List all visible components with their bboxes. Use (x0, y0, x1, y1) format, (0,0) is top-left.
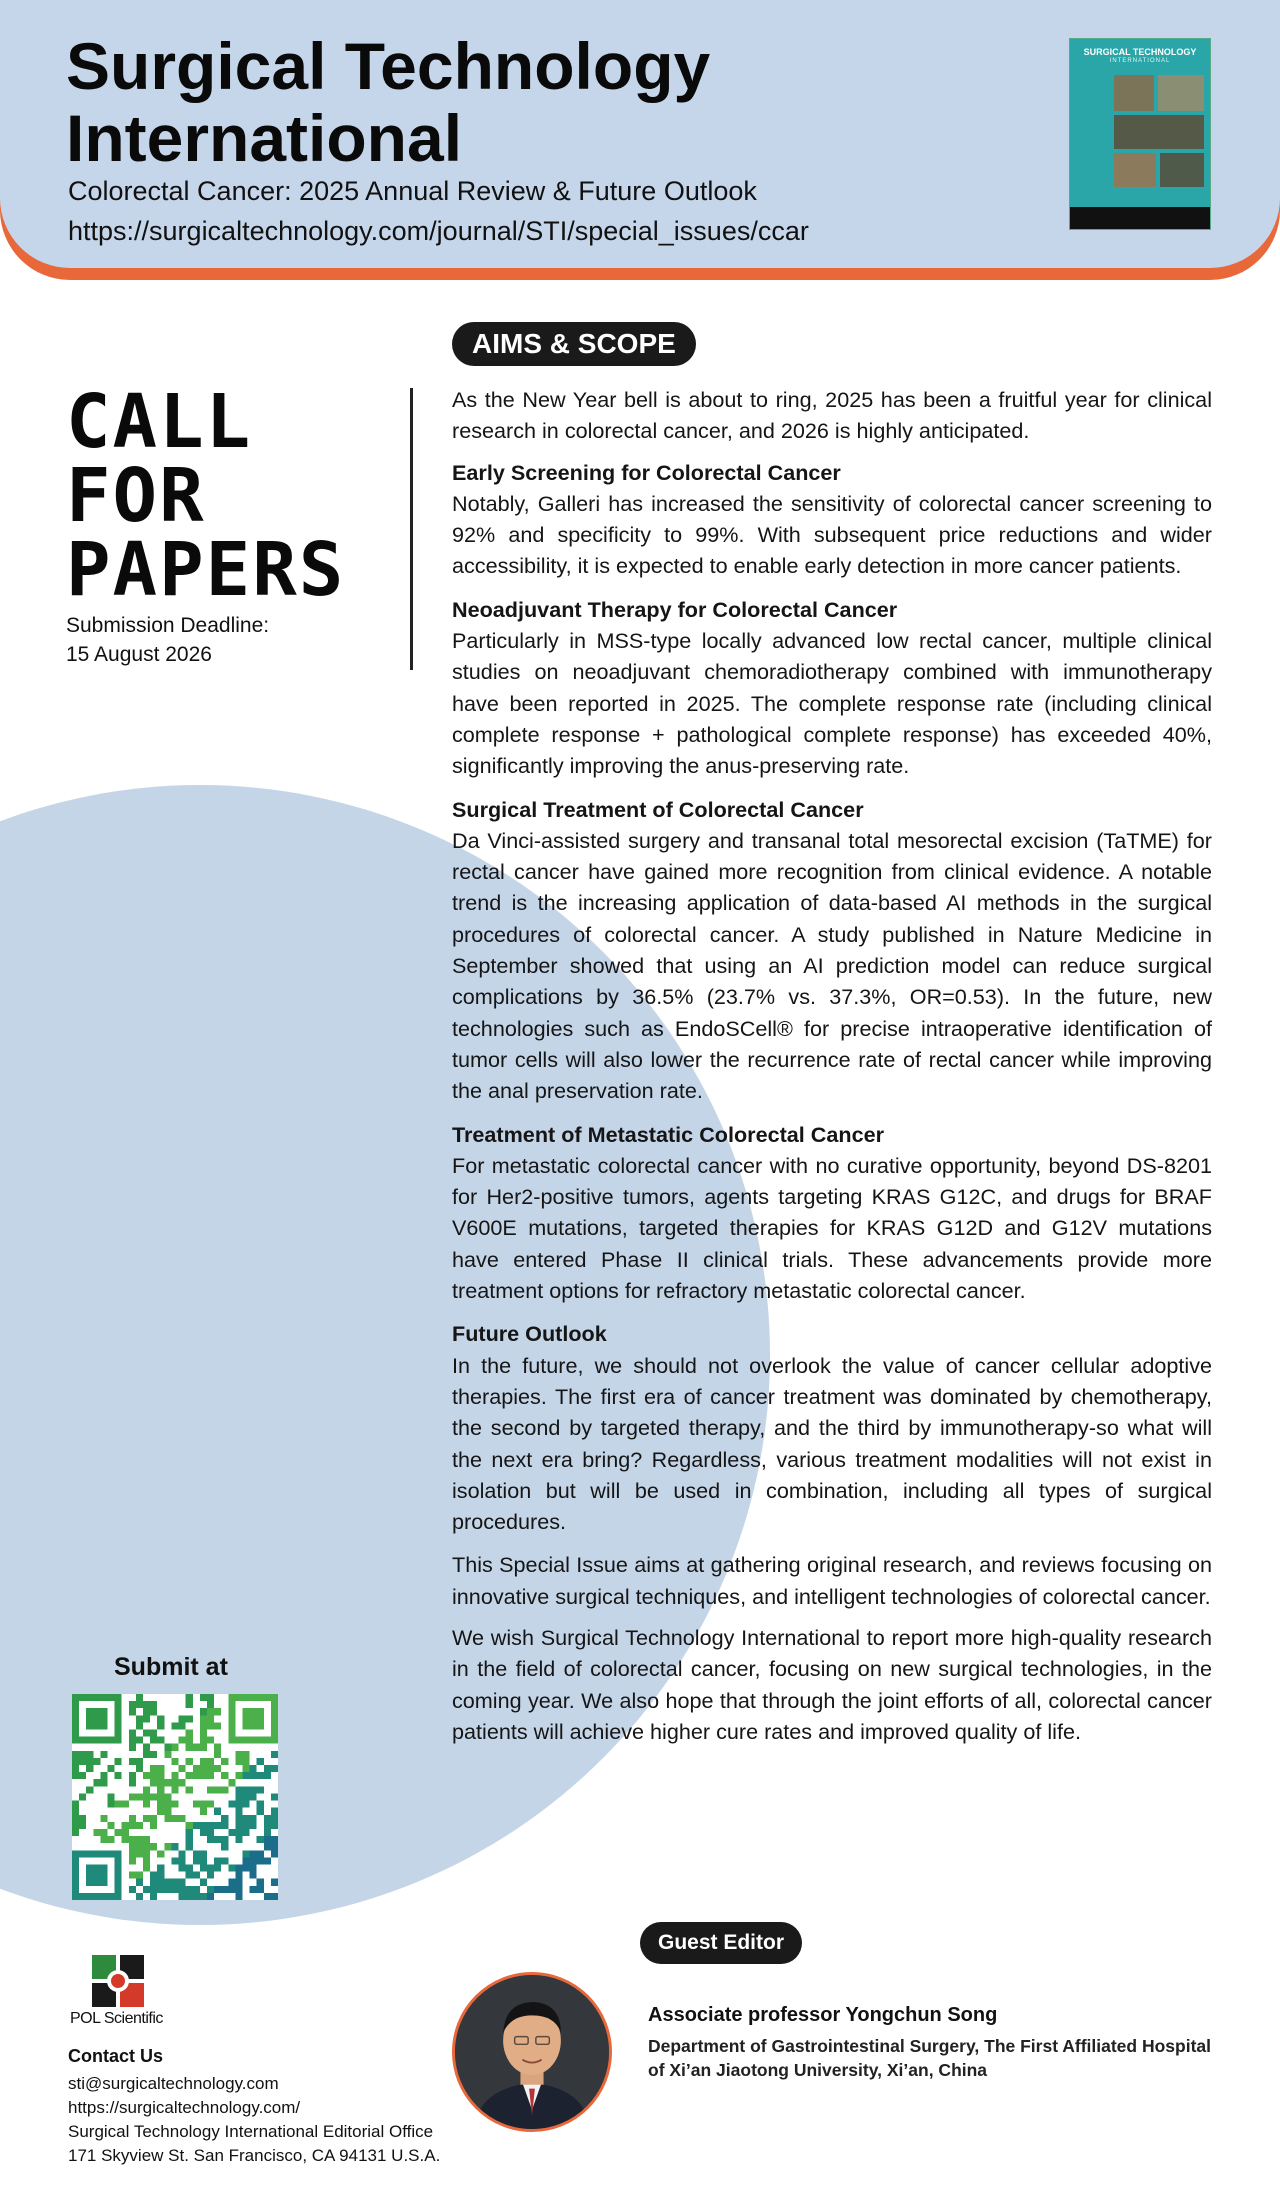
guest-editor-label: Guest Editor (640, 1922, 802, 1964)
section-future-outlook (452, 1318, 1212, 1537)
section-body: Da Vinci-assisted surgery and transanal total mesorectal excision (TaTME) for rectal cancer have gained more recognition from clinical evidence. A notable trend is the increasing application of data-based AI methods in the surgical procedures of colorectal cancer. A study published in Nature Medicine in September showed that using an AI prediction model can reduce surgical complications by 36.5% (23.7% vs. 37.3%, OR=0.53). In the future, new technologies such as EndoSCell® for precise intraoperative identification of tumor cells will also lower the recurrence rate of rectal cancer while improving the anal preservation rate. (452, 827, 1212, 1104)
journal-cover-image (1069, 38, 1211, 230)
guest-editor-photo (452, 1972, 612, 2132)
section-heading: Future Outlook (452, 1321, 607, 1347)
section-heading: Early Screening for Colorectal Cancer (452, 459, 841, 485)
special-issue-url[interactable]: https://surgicaltechnology.com/journal/STI/special_issues/ccar (68, 216, 809, 246)
contact-address: 171 Skyview St. San Francisco, CA 94131 U.S.A. (68, 2146, 441, 2165)
contact-email[interactable]: sti@surgicaltechnology.com (68, 2074, 279, 2093)
guest-editor-name: Associate professor Yongchun Song (648, 2004, 998, 2026)
submission-qr-code[interactable] (72, 1694, 278, 1900)
closing-paragraph-2: We wish Surgical Technology International to report more high-quality research in the field of colorectal cancer, focusing on new surgical technologies, in the coming year. We also hope that through the joint efforts of all, colorectal cancer patients will achieve higher cure rates and improved quality of life. (452, 1624, 1212, 1744)
deadline-date: 15 August 2026 (66, 643, 212, 666)
cfp-line-2: FOR (66, 453, 206, 539)
call-for-papers-heading (66, 379, 346, 613)
section-neoadjuvant-therapy (452, 594, 1212, 782)
journal-title-line2: International (66, 101, 463, 175)
cover-footer (1070, 207, 1210, 229)
aims-scope-content (452, 384, 1212, 1757)
section-heading: Surgical Treatment of Colorectal Cancer (452, 796, 864, 822)
section-heading: Neoadjuvant Therapy for Colorectal Cancer (452, 596, 898, 622)
aims-intro: As the New Year bell is about to ring, 2025 has been a fruitful year for clinical research in colorectal cancer, and 2026 is highly anticipated. (452, 387, 1212, 444)
cfp-line-1: CALL (66, 379, 253, 465)
journal-title (66, 30, 710, 174)
editor-portrait-icon (455, 1975, 609, 2129)
section-metastatic-treatment (452, 1119, 1212, 1307)
section-body: Notably, Galleri has increased the sensitivity of colorectal cancer screening to 92% and specificity to 99%. With subsequent price reductions and wider accessibility, it is expected to enable early detection in more cancer patients. (452, 490, 1212, 579)
cover-photo (1160, 153, 1204, 187)
pol-scientific-logo (92, 1955, 144, 2007)
closing-paragraph-1: This Special Issue aims at gathering original research, and reviews focusing on innovative surgical techniques, and intelligent technologies of colorectal cancer. (452, 1552, 1212, 1609)
section-body: For metastatic colorectal cancer with no curative opportunity, beyond DS-8201 for Her2-positive tumors, agents targeting KRAS G12C, and drugs for BRAF V600E mutations, targeted therapies for KRAS G12D and G12V mutations have entered Phase II clinical trials. These advancements provide more treatment options for refractory metastatic colorectal cancer. (452, 1152, 1212, 1304)
cover-photo (1114, 115, 1204, 149)
section-surgical-treatment (452, 794, 1212, 1107)
contact-title: Contact Us (68, 2046, 164, 2066)
cover-title: SURGICAL TECHNOLOGY (1083, 47, 1197, 57)
cover-subtitle: INTERNATIONAL (1109, 58, 1171, 64)
qr-code-icon (72, 1694, 278, 1900)
section-heading: Treatment of Metastatic Colorectal Cancer (452, 1121, 885, 1147)
deadline-label: Submission Deadline: (66, 614, 270, 637)
cfp-line-3: PAPERS (66, 527, 346, 613)
section-body: Particularly in MSS-type locally advanced low rectal cancer, multiple clinical studies on neoadjuvant chemoradiotherapy combined with immunotherapy have been reported in 2025. The complete response rate (including clinical complete response + pathological complete response) has exceeded 40%, significantly improving the anus-preserving rate. (452, 628, 1212, 779)
submit-at-label: Submit at (114, 1653, 228, 1681)
guest-editor-affiliation: Department of Gastrointestinal Surgery, The First Affiliated Hospital of Xi’an Jiaotong University, Xi’an, China (648, 2036, 1211, 2080)
special-issue-title: Colorectal Cancer: 2025 Annual Review & Future Outlook (68, 176, 757, 206)
journal-title-line1: Surgical Technology (66, 29, 711, 103)
header-banner (0, 0, 1280, 268)
publisher-logo-text: POL Scientific (70, 2010, 163, 2027)
cover-photo (1114, 153, 1156, 187)
section-body: In the future, we should not overlook the value of cancer cellular adoptive therapies. The first era of cancer treatment was dominated by chemotherapy, the second by targeted therapy, and the third by immunotherapy-so what will the next era bring? Regardless, various treatment modalities will not exist in isolation but will be used in combination, including all types of surgical procedures. (452, 1352, 1212, 1535)
cover-photo (1114, 75, 1154, 111)
contact-website[interactable]: https://surgicaltechnology.com/ (68, 2098, 301, 2117)
contact-office: Surgical Technology International Editorial Office (68, 2122, 434, 2141)
section-early-screening (452, 457, 1212, 582)
divider-line (410, 388, 413, 670)
cover-photo (1158, 75, 1204, 111)
aims-scope-label: AIMS & SCOPE (452, 322, 696, 366)
